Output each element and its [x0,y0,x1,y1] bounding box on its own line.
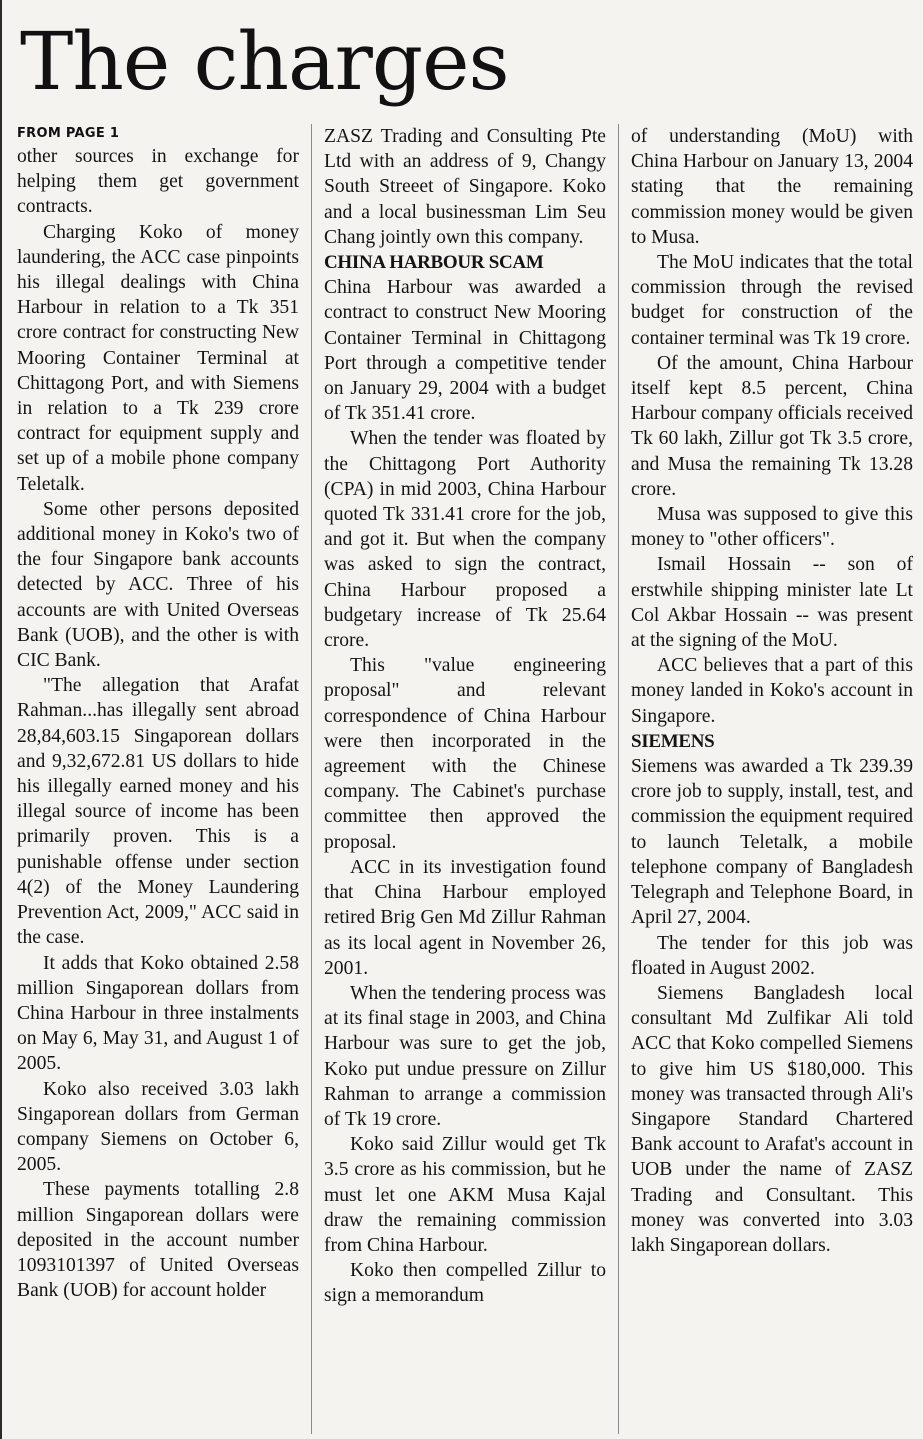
paragraph: When the tender was floated by the Chittagong Port Authority (CPA) in mid 2003, China Harbour quoted Tk 331.41 crore for the job, and got it. But when the company was asked to sign the contract, China Harbour proposed a budgetary increase of Tk 25.64 crore. [324,428,606,652]
paragraph: The MoU indicates that the total commission through the revised budget for construction of the container terminal was Tk 19 crore. [631,252,913,349]
paragraph: Siemens was awarded a Tk 239.39 crore job to supply, install, test, and commission the equipment required to launch Teletalk, a mobile telephone company of Bangladesh Telegraph and Telephone Board, in April 27, 2004. [631,756,913,929]
paragraph: Musa was supposed to give this money to "other officers". [631,504,913,551]
column-3 [631,124,913,1434]
paragraph: of understanding (MoU) with China Harbour on January 13, 2004 stating that the remaining commission money would be given to Musa. [631,126,913,248]
paragraph: China Harbour was awarded a contract to construct New Mooring Container Terminal in Chittagong Port through a competitive tender on January 29, 2004 with a budget of Tk 351.41 crore. [324,277,606,425]
paragraph: This "value engineering proposal" and relevant correspondence of China Harbour were then incorporated in the agreement with the Chinese company. The Cabinet's purchase committee then approved the proposal. [324,655,606,853]
column-rule [311,124,312,1434]
paragraph: The tender for this job was floated in August 2002. [631,932,913,979]
paragraph: Koko then compelled Zillur to sign a memorandum [324,1260,606,1307]
paragraph: "The allegation that Arafat Rahman...has illegally sent abroad 28,84,603.15 Singaporean dollars and 9,32,672.81 US dollars to hide his illegally earned money and his illegal source of income has been primarily proven. This is a punishable offense under section 4(2) of the Money Laundering Prevention Act, 2009," ACC said in the case. [17,675,299,949]
paragraph: ZASZ Trading and Consulting Pte Ltd with an address of 9, Changy South Streeet of Singapore. Koko and a local businessman Lim Seu Chang jointly own this company. [324,126,606,248]
paragraph: Some other persons deposited additional money in Koko's two of the four Singapore bank accounts detected by ACC. Three of his accounts are with United Overseas Bank (UOB), and the other is with CIC Bank. [17,498,299,672]
paragraph: Koko said Zillur would get Tk 3.5 crore as his commission, but he must let one AKM Musa Kajal draw the remaining commission from China Harbour. [324,1134,606,1256]
subhead-siemens: SIEMENS [631,730,715,752]
column-2 [324,124,606,1434]
column-1 [17,124,299,1434]
paragraph: When the tendering process was at its final stage in 2003, and China Harbour was sure to get the job, Koko put undue pressure on Zillur Rahman to arrange a commission of Tk 19 crore. [324,982,606,1130]
paragraph: Ismail Hossain -- son of erstwhile shipping minister late Lt Col Akbar Hossain -- was present at the signing of the MoU. [631,554,913,652]
paragraph: other sources in exchange for helping them get government contracts. [17,146,299,218]
paragraph: ACC in its investigation found that China Harbour employed retired Brig Gen Md Zillur Rahman as its local agent in November 26, 2001. [324,856,606,979]
paragraph: Charging Koko of money laundering, the ACC case pinpoints his illegal dealings with China Harbour in relation to a Tk 351 crore contract for constructing New Mooring Container Terminal at Chittagong Port, and with Siemens in relation to a Tk 239 crore contract for equipment supply and set up of a mobile phone company Teletalk. [17,221,299,495]
column-rule [618,124,619,1434]
paragraph: Siemens Bangladesh local consultant Md Zulfikar Ali told ACC that Koko compelled Siemens to give him US $180,000. This money was transacted through Ali's Singapore Standard Chartered Bank account to Arafat's account in UOB under the name of ZASZ Trading and Consultant. This money was converted into 3.03 lakh Singaporean dollars. [631,982,913,1256]
paragraph: Of the amount, China Harbour itself kept 8.5 percent, China Harbour company officials received Tk 60 lakh, Zillur got Tk 3.5 crore, and Musa the remaining Tk 13.28 crore. [631,352,913,500]
headline: The charges [20,15,509,108]
paragraph: ACC believes that a part of this money landed in Koko's account in Singapore. [631,655,913,727]
kicker-from-page-1: FROM PAGE 1 [17,126,120,141]
subhead-china-harbour-scam: CHINA HARBOUR SCAM [324,252,544,274]
paragraph: These payments totalling 2.8 million Singaporean dollars were deposited in the account number 1093101397 of United Overseas Bank (UOB) for account holder [17,1179,299,1302]
paragraph: It adds that Koko obtained 2.58 million Singaporean dollars from China Harbour in three instalments on May 6, May 31, and August 1 of 2005. [17,952,299,1075]
paragraph: Koko also received 3.03 lakh Singaporean dollars from German company Siemens on October 6, 2005. [17,1078,299,1176]
